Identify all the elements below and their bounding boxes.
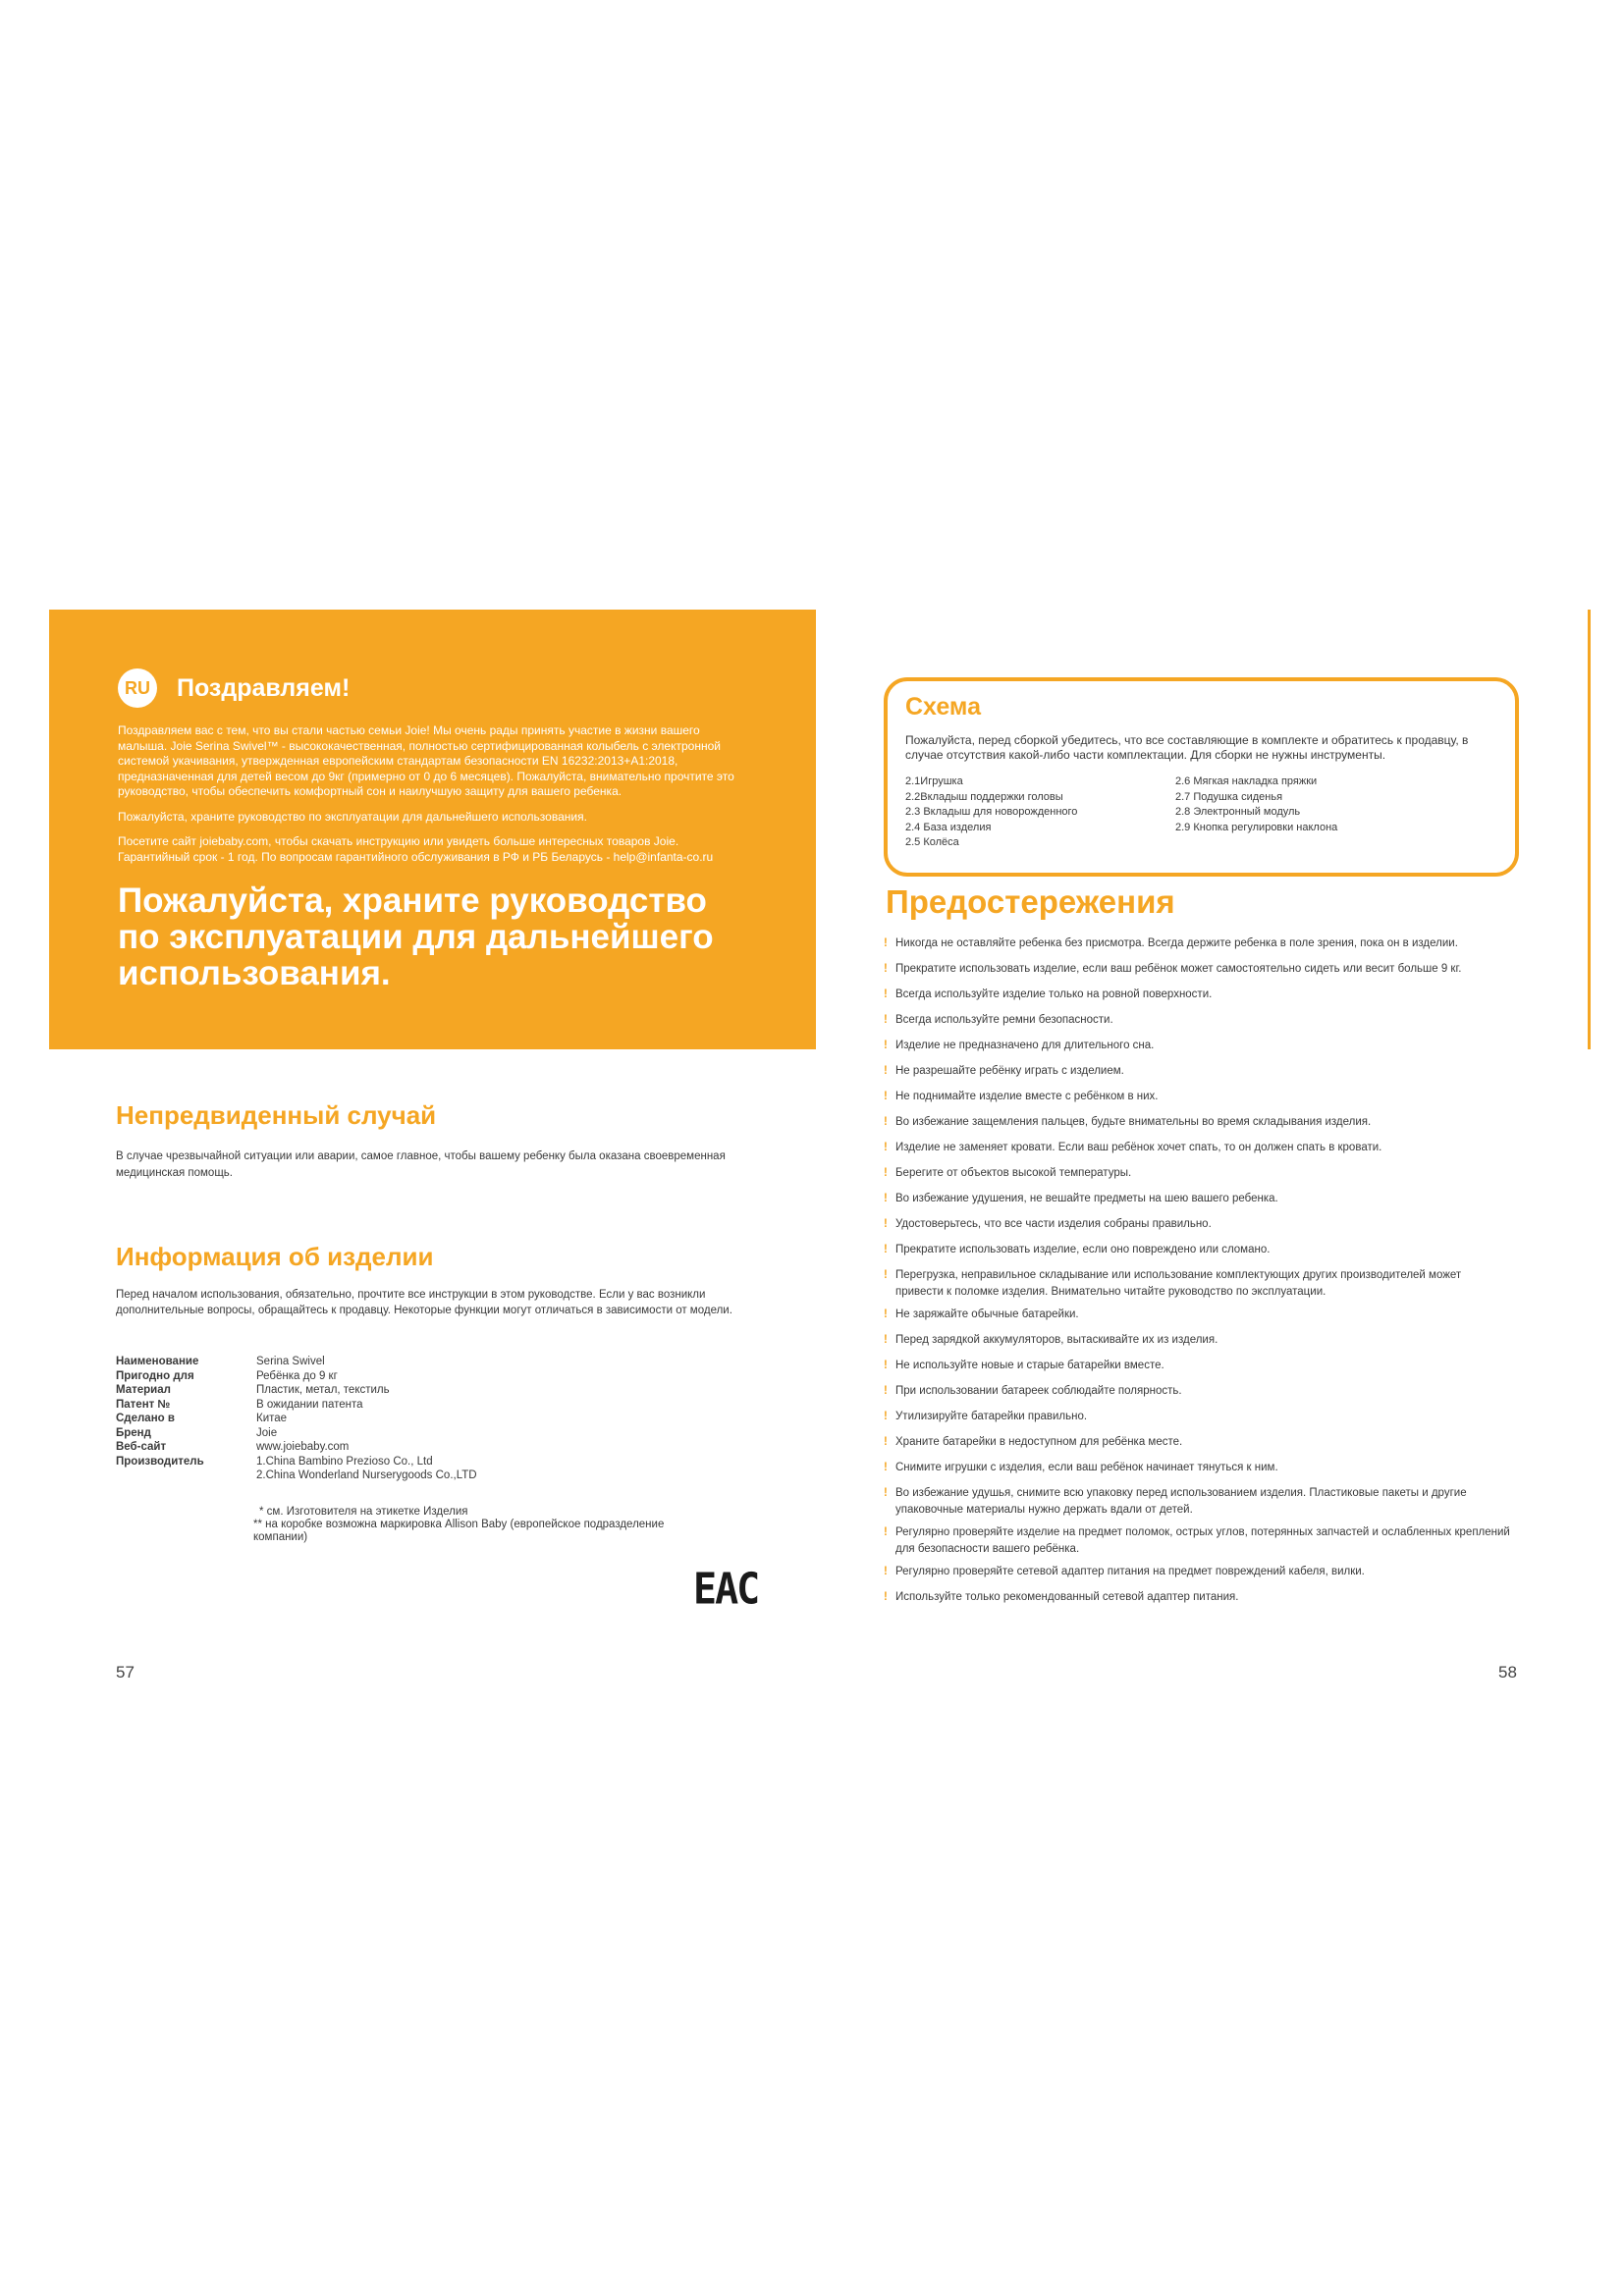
spec-row (116, 1455, 610, 1469)
warning-item (884, 1332, 1512, 1349)
warning-icon: ! (884, 1308, 888, 1320)
spec-row (116, 1355, 610, 1369)
warning-item (884, 1564, 1512, 1580)
warning-item (884, 935, 1512, 952)
spec-label: Веб-сайт (116, 1441, 167, 1453)
scheme-intro: Пожалуйста, перед сборкой убедитесь, что все составляющие в комплекте и обратитесь к продавцу, в случае отсутствия какой-либо части комплектации. Для сборки не нужны инструменты. (905, 733, 1469, 762)
warning-icon: ! (884, 1566, 888, 1577)
warning-item (884, 1358, 1512, 1374)
warning-icon: ! (884, 1269, 888, 1281)
warning-text: Регулярно проверяйте изделие на предмет поломок, острых углов, потерянных запчастей и ослабленных креплений для безопасности вашего ребёнка. (895, 1526, 1510, 1555)
warning-item (884, 1434, 1512, 1451)
greeting-panel (49, 610, 816, 1049)
warning-icon: ! (884, 1193, 888, 1204)
warning-text: Утилизируйте батарейки правильно. (895, 1411, 1088, 1422)
warning-item (884, 1012, 1512, 1029)
warning-item (884, 1140, 1512, 1156)
warning-item (884, 987, 1512, 1003)
warning-icon: ! (884, 1487, 888, 1499)
warning-icon: ! (884, 1142, 888, 1153)
page-number-right: 58 (1498, 1663, 1517, 1682)
spec-label (116, 1468, 256, 1483)
warning-text: Не используйте новые и старые батарейки вместе. (895, 1360, 1164, 1371)
footnotes (253, 1506, 715, 1544)
warning-icon: ! (884, 988, 888, 1000)
warning-item (884, 1589, 1512, 1606)
language-badge: RU (118, 668, 157, 708)
parts-column (1175, 774, 1470, 851)
spec-table (116, 1355, 610, 1483)
warning-icon: ! (884, 1014, 888, 1026)
spec-value: 1.China Bambino Prezioso Co., Ltd (256, 1455, 433, 1468)
warning-text: Всегда используйте ремни безопасности. (895, 1014, 1113, 1026)
part-item: 2.6 Мягкая накладка пряжки (1175, 775, 1318, 787)
warning-item (884, 1383, 1512, 1400)
part-item: 2.5 Колёса (905, 836, 959, 848)
warning-item (884, 1307, 1512, 1323)
warning-item (884, 1216, 1512, 1233)
warning-icon: ! (884, 1091, 888, 1102)
warning-text: Не поднимайте изделие вместе с ребёнком в них. (895, 1091, 1159, 1102)
spec-value: Китае (256, 1413, 288, 1424)
warning-text: Во избежание удушья, снимите всю упаковку перед использованием изделия. Пластиковые пакеты и другие упаковочные материалы нужно держать вдали от детей. (895, 1487, 1467, 1516)
warning-item (884, 1191, 1512, 1207)
eac-mark: EAC (693, 1564, 759, 1615)
spec-value: В ожидании патента (256, 1398, 363, 1411)
keep-manual-heading: Пожалуйста, храните руководство по эксплуатации для дальнейшего использования. (118, 881, 714, 992)
warning-item (884, 1524, 1512, 1558)
spec-label: Патент № (116, 1398, 171, 1411)
warning-icon: ! (884, 1411, 888, 1422)
warning-text: Не заряжайте обычные батарейки. (895, 1308, 1079, 1320)
warning-icon: ! (884, 1591, 888, 1603)
part-item: 2.8 Электронный модуль (1175, 806, 1301, 818)
warning-item (884, 1038, 1512, 1054)
spec-row (116, 1426, 610, 1441)
spec-label: Наименование (116, 1356, 199, 1367)
warning-text: Во избежание удушения, не вешайте предметы на шею вашего ребенка. (895, 1193, 1278, 1204)
warning-text: Не разрешайте ребёнку играть с изделием. (895, 1065, 1124, 1077)
footnote: ** на коробке возможна маркировка Allison Baby (европейское подразделение компании) (253, 1519, 665, 1543)
warning-text: При использовании батареек соблюдайте полярность. (895, 1385, 1182, 1397)
parts-column (905, 774, 1175, 851)
warning-item (884, 1165, 1512, 1182)
warning-icon: ! (884, 1040, 888, 1051)
part-item: 2.9 Кнопка регулировки наклона (1175, 821, 1338, 833)
spec-value: Ребёнка до 9 кг (256, 1369, 338, 1382)
spec-label: Бренд (116, 1426, 151, 1439)
warning-text: Никогда не оставляйте ребенка без присмотра. Всегда держите ребенка в поле зрения, пока он в изделии. (895, 937, 1458, 949)
warning-icon: ! (884, 1526, 888, 1538)
part-item: 2.3 Вкладыш для новорожденного (905, 806, 1078, 818)
spec-row (116, 1398, 610, 1413)
page-number-left: 57 (116, 1663, 135, 1682)
part-item: 2.4 База изделия (905, 821, 992, 833)
warnings-list (884, 935, 1512, 1615)
warning-text: Удостоверьтесь, что все части изделия собраны правильно. (895, 1218, 1212, 1230)
warning-icon: ! (884, 1436, 888, 1448)
warnings-title: Предостережения (886, 883, 1175, 920)
spec-label: Материал (116, 1384, 171, 1396)
warning-icon: ! (884, 1065, 888, 1077)
warning-item (884, 1089, 1512, 1105)
spec-label: Сделано в (116, 1413, 175, 1424)
warning-item (884, 1063, 1512, 1080)
warning-text: Используйте только рекомендованный сетевой адаптер питания. (895, 1591, 1239, 1603)
warning-text: Храните батарейки в недоступном для ребёнка месте. (895, 1436, 1183, 1448)
scheme-title: Схема (905, 693, 981, 721)
warning-text: Снимите игрушки с изделия, если ваш ребёнок начинает тянуться к ним. (895, 1462, 1278, 1473)
spec-label: Производитель (116, 1455, 204, 1468)
warning-icon: ! (884, 963, 888, 975)
warning-icon: ! (884, 1334, 888, 1346)
warning-text: Перегрузка, неправильное складывание или использование комплектующих других производителей может привести к поломке изделия. Внимательно читайте руководство по эксплуатации. (895, 1269, 1462, 1298)
warning-text: Берегите от объектов высокой температуры. (895, 1167, 1132, 1179)
warning-text: Во избежание защемления пальцев, будьте внимательны во время складывания изделия. (895, 1116, 1372, 1128)
scheme-box (884, 677, 1519, 877)
warning-icon: ! (884, 1167, 888, 1179)
edge-rule (1588, 610, 1591, 1049)
warning-icon: ! (884, 1218, 888, 1230)
emergency-title: Непредвиденный случай (116, 1100, 437, 1130)
part-item: 2.1Игрушка (905, 775, 963, 787)
spec-value: www.joiebaby.com (256, 1441, 350, 1453)
spec-row (116, 1412, 610, 1426)
warning-icon: ! (884, 1462, 888, 1473)
spec-value: 2.China Wonderland Nurserygoods Co.,LTD (256, 1469, 477, 1481)
warning-item (884, 1267, 1512, 1301)
warning-icon: ! (884, 1385, 888, 1397)
spec-row (116, 1383, 610, 1398)
greeting-paragraph: Поздравляем вас с тем, что вы стали частью семьи Joie! Мы очень рады принять участие в жизни вашего малыша. Joie Serina Swivel™ - высококачественная, полностью сертифицированная колыбель с электронной системой укачивания, утвержденная европейским стандартам безопасности EN 16232:2013+A1:2018, предназначенная для детей весом до 9кг (примерно от 0 до 6 месяцев). Пожалуйста, внимательно прочтите это руководство, чтобы обеспечить комфортный сон и наилучшую защиту для вашего ребенка. (118, 723, 734, 798)
part-item: 2.2Вкладыш поддержки головы (905, 790, 1063, 803)
spec-row (116, 1369, 610, 1384)
warning-icon: ! (884, 937, 888, 949)
warning-item (884, 1242, 1512, 1258)
warning-text: Регулярно проверяйте сетевой адаптер питания на предмет повреждений кабеля, вилки. (895, 1566, 1365, 1577)
warning-text: Всегда используйте изделие только на ровной поверхности. (895, 988, 1213, 1000)
warning-icon: ! (884, 1360, 888, 1371)
warning-item (884, 961, 1512, 978)
spec-value: Пластик, метал, текстиль (256, 1384, 390, 1396)
product-info-text: Перед началом использования, обязательно, прочтите все инструкции в этом руководстве. Если у вас возникли дополнительные вопросы, обращайтесь к продавцу. Некоторые функции могут отличаться в зависимости от модели. (116, 1289, 732, 1316)
emergency-text: В случае чрезвычайной ситуации или аварии, самое главное, чтобы вашему ребенку была оказана своевременная медицинская помощь. (116, 1150, 726, 1179)
greeting-paragraph: Посетите сайт joiebaby.com, чтобы скачать инструкцию или увидеть больше интересных товаров Joie. Гарантийный срок - 1 год. По вопросам гарантийного обслуживания в РФ и РБ Беларусь - help@infanta-co.ru (118, 834, 714, 864)
greeting-title: Поздравляем! (177, 673, 351, 702)
greeting-header (118, 668, 747, 708)
product-info-title: Информация об изделии (116, 1242, 434, 1271)
warning-item (884, 1114, 1512, 1131)
warning-item (884, 1409, 1512, 1425)
greeting-paragraph: Пожалуйста, храните руководство по эксплуатации для дальнейшего использования. (118, 809, 587, 824)
spec-row (116, 1440, 610, 1455)
warning-icon: ! (884, 1116, 888, 1128)
footnote: * см. Изготовителя на этикетке Изделия (259, 1506, 468, 1518)
part-item: 2.7 Подушка сиденья (1175, 790, 1283, 803)
spec-value: Serina Swivel (256, 1356, 325, 1367)
parts-list (905, 774, 1495, 851)
warning-text: Перед зарядкой аккумуляторов, вытаскивайте их из изделия. (895, 1334, 1218, 1346)
spec-row (116, 1468, 610, 1483)
warning-item (884, 1460, 1512, 1476)
warning-text: Изделие не предназначено для длительного сна. (895, 1040, 1155, 1051)
warning-icon: ! (884, 1244, 888, 1255)
warning-text: Изделие не заменяет кровати. Если ваш ребёнок хочет спать, то он должен спать в кровати. (895, 1142, 1382, 1153)
warning-item (884, 1485, 1512, 1519)
spec-label: Пригодно для (116, 1369, 194, 1382)
spec-value: Joie (256, 1426, 278, 1439)
warning-text: Прекратите использовать изделие, если оно повреждено или сломано. (895, 1244, 1271, 1255)
warning-text: Прекратите использовать изделие, если ваш ребёнок может самостоятельно сидеть или весит больше 9 кг. (895, 963, 1462, 975)
